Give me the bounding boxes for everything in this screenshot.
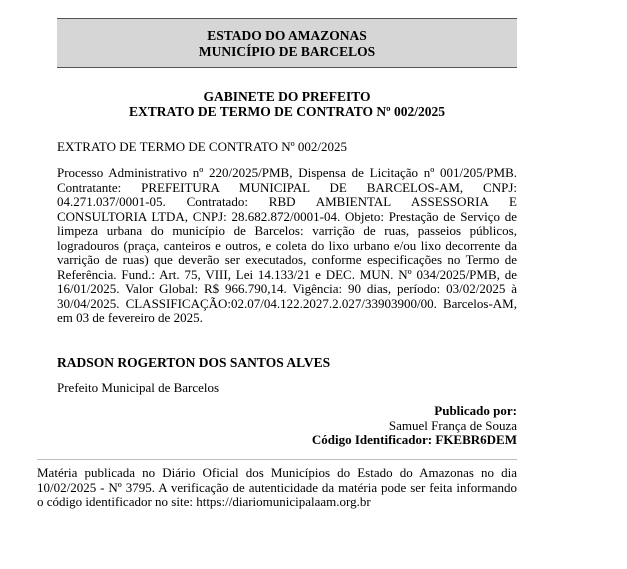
identifier-code: Código Identificador: FKEBR6DEM <box>311 432 517 447</box>
published-by-label: Publicado por: <box>434 403 517 418</box>
publisher-name: Samuel França de Souza <box>388 417 517 433</box>
office-name: GABINETE DO PREFEITO <box>203 89 371 104</box>
document-subtitle: EXTRATO DE TERMO DE CONTRATO Nº 002/2025 <box>57 139 348 154</box>
publication-info <box>57 404 517 448</box>
state-name: ESTADO DO AMAZONAS <box>207 28 367 43</box>
signer-role: Prefeito Municipal de Barcelos <box>57 380 220 395</box>
document-body: Processo Administrativo nº 220/2025/PMB, Dispensa de Licitação nº 001/205/PMB. Contratante: PREFEITURA MUNICIPAL DE BARCELOS-AM, CNPJ: 04.271.037/0001-05. Contratado: RBD AMBIENTAL ASSESSORIA E CONSULTORIA LTDA, CNPJ: 28.682.872/0001-04. Objeto: Prestação de Serviço de limpeza urbana do município de Barcelos: varrição de ruas, passeios públicos, logradouros (praça, canteiros e outros, e coleta do lixo urbano e/ou lixo decorrente da varrição de ruas) que deverão ser executados, conforme especificações no Termo de Referência. Fund.: Art. 75, VIII, Lei 14.133/21 e DEC. MUN. Nº 034/2025/PMB, de 16/01/2025. Valor Global: R$ 966.790,14. Vigência: 90 dias, período: 03/02/2025 à 30/04/2025. CLASSIFICAÇÃO:02.07/04.122.2027.2.027/33903900/00. Barcelos-AM, em 03 de fevereiro de 2025. <box>57 165 517 325</box>
document-header <box>57 18 517 68</box>
section-heading <box>57 89 517 119</box>
footer-notice: Matéria publicada no Diário Oficial dos Municípios do Estado do Amazonas no dia 10/02/2025 - Nº 3795. A verificação de autenticidade da matéria pode ser feita informando o código identificador no site: https://diariomunicipalaam.org.br <box>37 465 517 509</box>
signer-name: RADSON ROGERTON DOS SANTOS ALVES <box>57 355 331 370</box>
municipality-name: MUNICÍPIO DE BARCELOS <box>198 44 376 59</box>
document-title: EXTRATO DE TERMO DE CONTRATO Nº 002/2025 <box>129 104 445 119</box>
footer-divider <box>37 459 517 460</box>
